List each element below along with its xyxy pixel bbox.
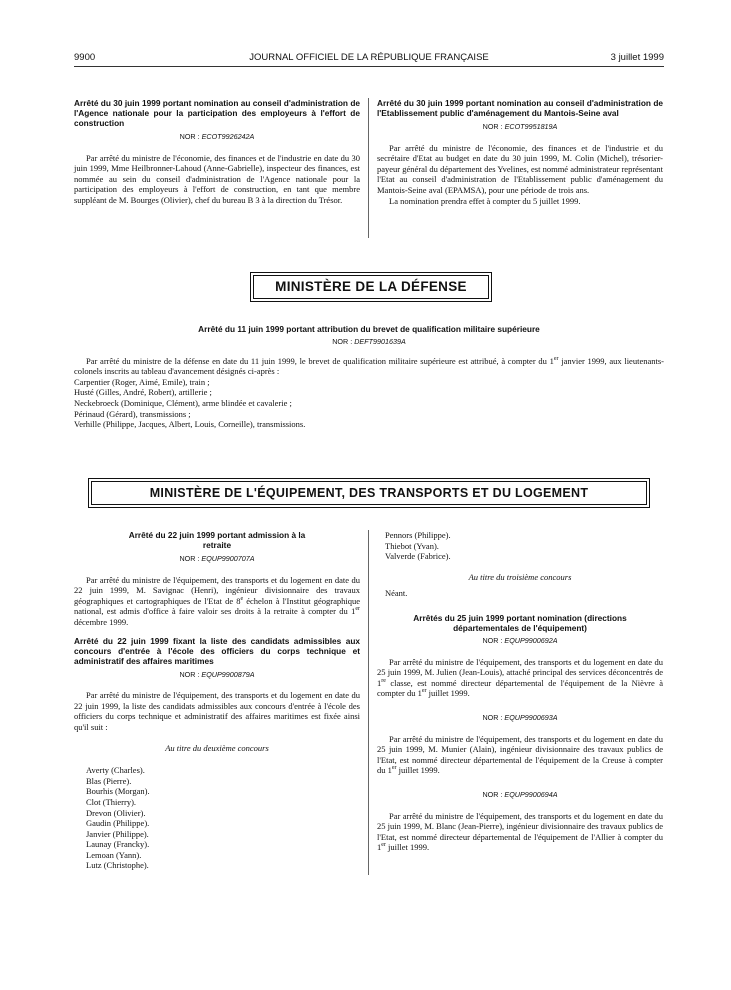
body-text: Par arrêté du ministre de la défense en date du 11 juin 1999, le brevet de qualification militaire supérieure est attribué, à compter du 1 <box>86 355 554 366</box>
nomination-body <box>377 811 663 853</box>
candidate-entry: Valverde (Fabrice). <box>385 551 451 562</box>
nor-label: NOR : <box>179 554 200 563</box>
article-body-concours: Par arrêté du ministre de l'équipement, des transports et du logement en date du 22 juin 1999, la liste des candidats admissibles aux concours d'entrée à l'école des officiers du corps technique et administratif des affaires maritimes est fixée ainsi qu'il suit : <box>74 690 360 732</box>
body-text: juillet 1999. <box>385 842 430 853</box>
article-body-effective: La nomination prendra effet à compter du 5 juillet 1999. <box>389 195 581 206</box>
superscript: e <box>240 595 244 602</box>
candidate-entry: Gaudin (Philippe). <box>86 818 150 829</box>
body-text: juillet 1999. <box>426 688 470 699</box>
nor-label: NOR : <box>482 635 503 645</box>
candidate-entry: Averty (Charles). <box>86 765 145 776</box>
nor-label: NOR : <box>482 712 503 722</box>
candidate-entry: Launay (Francky). <box>86 839 150 850</box>
candidate-entry: Thiebot (Yvan). <box>385 540 439 551</box>
candidate-entry: Pennors (Philippe). <box>385 530 451 540</box>
candidate-entry: Drevon (Olivier). <box>86 807 146 818</box>
page-number: 9900 <box>74 52 96 63</box>
article-title-concours: Arrêté du 22 juin 1999 fixant la liste des candidats admissibles aux concours d'entrée à l'école des officiers du corps technique et administratif des affaires maritimes <box>74 635 360 666</box>
article-brevet <box>74 324 664 430</box>
nor-code: EQUP9900692A <box>504 635 558 645</box>
officer-entry: Verhille (Philippe, Jacques, Albert, Louis, Corneille), transmissions. <box>74 419 306 430</box>
nor-label: NOR : <box>482 122 503 131</box>
officer-entry: Husté (Gilles, André, Robert), artillerie ; <box>74 387 212 398</box>
nor-reference <box>74 132 360 143</box>
article-body-retraite <box>74 575 360 628</box>
article-body <box>74 356 664 377</box>
issue-date: 3 juillet 1999 <box>610 52 664 63</box>
nor-code: EQUP9900694A <box>504 789 558 799</box>
nor-reference <box>74 554 360 565</box>
body-text: classe, est nommé directeur départemental de l'équipement de la Nièvre à compter du 1 <box>377 677 663 699</box>
candidate-entry: Lemoan (Yann). <box>86 849 142 860</box>
nor-reference <box>377 122 663 133</box>
nomination-body <box>377 734 663 776</box>
article-epamsa <box>377 98 663 206</box>
nor-code: EQUP9900879A <box>201 669 255 679</box>
ministry-heading-defense <box>250 272 492 302</box>
body-text: échelon à l'Institut géographique national, est admis d'office à faire valoir ses droits à la retraite à compter du 1 <box>74 595 360 617</box>
nor-code: DEFT9901639A <box>354 337 406 346</box>
third-concours-value: Néant. <box>385 588 408 599</box>
nomination-body <box>377 657 663 699</box>
second-concours-heading: Au titre du deuxième concours <box>165 742 269 753</box>
body-text: Par arrêté du ministre de l'équipement, des transports et du logement en date du 25 juin 1999, M. Julien (Jean-Louis), attaché principal des services déconcentrés de 1 <box>377 656 663 688</box>
nor-reference <box>377 636 663 647</box>
officer-list <box>74 377 664 430</box>
article-title-retraite: Arrêté du 22 juin 1999 portant admission à la retraite <box>128 530 306 550</box>
body-text: janvier 1999, aux lieutenants-colonels inscrits au tableau d'avancement désignés ci-après : <box>74 355 664 377</box>
body-text: Par arrêté du ministre de l'équipement, des transports et du logement en date du 25 juin 1999, M. Blanc (Jean-Pierre), ingénieur divisionnaire des travaux publics de l'Etat, est nommé directeur départemental de l'équipement de l'Allier à compter du 1 <box>377 810 663 853</box>
candidate-entry: Janvier (Philippe). <box>86 828 149 839</box>
candidate-entry: Lutz (Christophe). <box>86 860 149 871</box>
page-header <box>74 52 664 66</box>
body-text: juillet 1999. <box>396 765 440 776</box>
third-concours-heading: Au titre du troisième concours <box>468 571 572 582</box>
nor-reference <box>377 713 663 724</box>
body-text: Par arrêté du ministre de l'équipement, des transports et du logement en date du 25 juin 1999, M. Munier (Alain), ingénieur divisionnaire des travaux publics de l'Etat, est nommé directeur départemental de l'équipement de la Creuse à compter du 1 <box>377 733 663 776</box>
superscript: er <box>421 688 427 695</box>
column-divider <box>368 530 369 875</box>
superscript: er <box>381 842 386 849</box>
nomination-items <box>377 636 663 853</box>
nomination-entry <box>377 790 663 853</box>
nor-label: NOR : <box>179 132 200 141</box>
ministry-name: MINISTÈRE DE L'ÉQUIPEMENT, DES TRANSPORTS ET DU LOGEMENT <box>91 481 647 505</box>
equipement-left-column <box>74 530 360 871</box>
article-agence-nationale <box>74 98 360 206</box>
header-rule <box>74 66 664 67</box>
officer-entry: Périnaud (Gérard), transmissions ; <box>74 408 191 419</box>
column-divider <box>368 98 369 238</box>
body-text: décembre 1999. <box>74 616 129 627</box>
officer-entry: Carpentier (Roger, Aimé, Emile), train ; <box>74 376 210 387</box>
superscript: er <box>355 606 360 613</box>
nor-label: NOR : <box>482 789 503 799</box>
article-title-nominations: Arrêtés du 25 juin 1999 portant nomination (directions départementales de l'équipement) <box>413 612 627 633</box>
article-body: Par arrêté du ministre de l'économie, des finances et de l'industrie en date du 30 juin 1999, Mme Heilbronner-Lahoud (Anne-Gabrielle), inspecteur des finances, est nommée au sein du conseil d'administration de l'Agence nationale pour la participation des employeurs à l'effort de construction, en tant que membre suppléant de M. Bourges (Olivier), chef du bureau B 3 à la direction du Trésor. <box>74 152 360 205</box>
superscript: er <box>391 765 397 772</box>
journal-title: JOURNAL OFFICIEL DE LA RÉPUBLIQUE FRANÇAISE <box>249 52 489 63</box>
article-title: Arrêté du 30 juin 1999 portant nomination au conseil d'administration de l'Etablissement public d'aménagement du Mantois-Seine aval <box>377 98 663 118</box>
nor-reference <box>74 670 360 681</box>
superscript: er <box>553 355 559 362</box>
nor-reference <box>74 337 664 348</box>
ministry-heading-equipement <box>88 478 650 508</box>
nor-code: ECOT9951819A <box>504 122 558 131</box>
nor-code: EQUP9900707A <box>201 554 255 563</box>
nomination-entry <box>377 713 663 776</box>
candidate-list <box>74 765 360 871</box>
nor-label: NOR : <box>332 337 353 346</box>
ministry-name: MINISTÈRE DE LA DÉFENSE <box>253 275 489 299</box>
nor-reference <box>377 790 663 801</box>
candidate-entry: Bourhis (Morgan). <box>86 786 150 797</box>
article-body: Par arrêté du ministre de l'économie, des finances et de l'industrie et du secrétaire d'Etat au budget en date du 30 juin 1999, M. Colin (Michel), trésorier-payeur général du département des Yvelines, est nommé administrateur représentant l'Etat au conseil d'administration de l'Etablissement public d'aménagement du Mantois-Seine aval (EPAMSA), pour une période de trois ans. <box>377 142 663 195</box>
article-title: Arrêté du 11 juin 1999 portant attribution du brevet de qualification militaire supérieure <box>198 324 540 334</box>
candidate-entry: Clot (Thierry). <box>86 796 137 807</box>
candidate-entry: Blas (Pierre). <box>86 775 132 786</box>
nor-label: NOR : <box>179 669 200 679</box>
candidate-list-continued <box>377 530 663 562</box>
superscript: re <box>381 677 386 684</box>
officer-entry: Neckebroeck (Dominique, Clément), arme blindée et cavalerie ; <box>74 397 292 408</box>
nomination-entry <box>377 636 663 699</box>
equipement-right-column <box>377 530 663 867</box>
body-text: Par arrêté du ministre de l'équipement, des transports et du logement en date du 22 juin 1999, M. Savignac (Henri), ingénieur divisionnaire des travaux géographiques et cartographiques de l'Etat de 8 <box>74 574 360 606</box>
nor-code: EQUP9900693A <box>504 712 558 722</box>
article-title: Arrêté du 30 juin 1999 portant nomination au conseil d'administration de l'Agence nationale pour la participation des employeurs à l'effort de construction <box>74 98 360 128</box>
nor-code: ECOT9926242A <box>201 132 255 141</box>
